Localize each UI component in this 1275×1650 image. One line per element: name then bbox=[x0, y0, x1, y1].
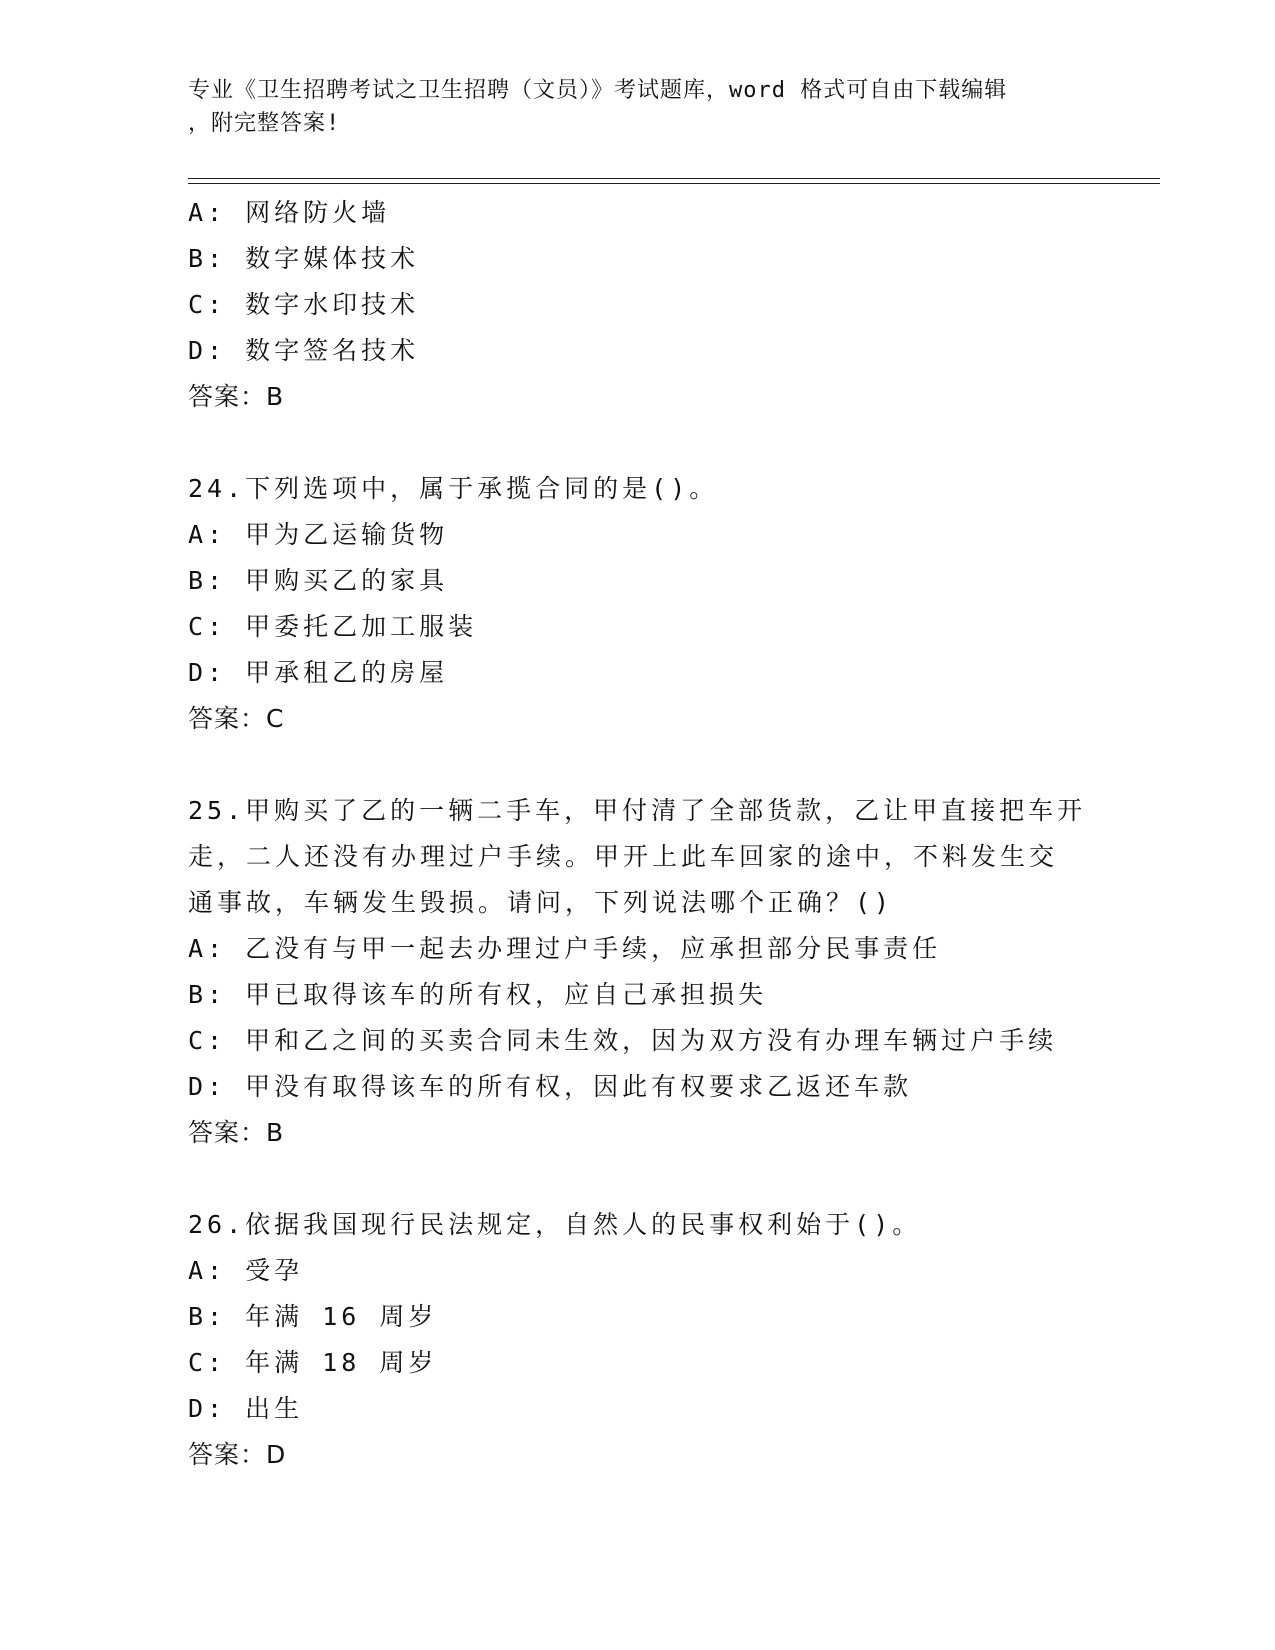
header-line-1: 专业《卫生招聘考试之卫生招聘（文员）》考试题库，word 格式可自由下载编辑 bbox=[188, 78, 1008, 103]
option-d: D: 甲承租乙的房屋 bbox=[188, 658, 449, 687]
question-23 bbox=[188, 190, 1088, 420]
option-c: C: 甲委托乙加工服装 bbox=[188, 612, 478, 641]
option-a: A: 网络防火墙 bbox=[188, 198, 391, 227]
question-stem-line-2: 走，二人还没有办理过户手续。甲开上此车回家的途中，不料发生交 bbox=[188, 842, 1059, 871]
option-b: B: 年满 16 周岁 bbox=[188, 1302, 438, 1331]
document-header bbox=[188, 74, 1088, 140]
header-line-2: ，附完整答案! bbox=[188, 111, 341, 136]
option-c: C: 甲和乙之间的买卖合同未生效，因为双方没有办理车辆过户手续 bbox=[188, 1026, 1058, 1055]
option-b: B: 数字媒体技术 bbox=[188, 244, 420, 273]
question-stem-line-1: 25.甲购买了乙的一辆二手车，甲付清了全部货款，乙让甲直接把车开 bbox=[188, 796, 1087, 825]
option-c: C: 数字水印技术 bbox=[188, 290, 420, 319]
answer: 答案：B bbox=[188, 1118, 285, 1147]
option-d: D: 出生 bbox=[188, 1394, 304, 1423]
option-d: D: 甲没有取得该车的所有权，因此有权要求乙返还车款 bbox=[188, 1072, 913, 1101]
answer: 答案：D bbox=[188, 1440, 287, 1469]
option-c: C: 年满 18 周岁 bbox=[188, 1348, 438, 1377]
question-stem-line-3: 通事故，车辆发生毁损。请问，下列说法哪个正确？() bbox=[188, 888, 894, 917]
question-list bbox=[188, 190, 1088, 1478]
answer: 答案：B bbox=[188, 382, 285, 411]
option-b: B: 甲已取得该车的所有权，应自己承担损失 bbox=[188, 980, 768, 1009]
question-24 bbox=[188, 466, 1088, 742]
answer: 答案：C bbox=[188, 704, 285, 733]
header-divider-top bbox=[188, 178, 1160, 179]
question-stem: 24.下列选项中，属于承揽合同的是()。 bbox=[188, 474, 719, 503]
header-divider-bottom bbox=[188, 183, 1160, 184]
option-a: A: 甲为乙运输货物 bbox=[188, 520, 449, 549]
option-b: B: 甲购买乙的家具 bbox=[188, 566, 449, 595]
option-d: D: 数字签名技术 bbox=[188, 336, 420, 365]
question-25 bbox=[188, 788, 1088, 1156]
option-a: A: 乙没有与甲一起去办理过户手续，应承担部分民事责任 bbox=[188, 934, 942, 963]
question-26 bbox=[188, 1202, 1088, 1478]
option-a: A: 受孕 bbox=[188, 1256, 304, 1285]
question-stem: 26.依据我国现行民法规定，自然人的民事权利始于()。 bbox=[188, 1210, 922, 1239]
